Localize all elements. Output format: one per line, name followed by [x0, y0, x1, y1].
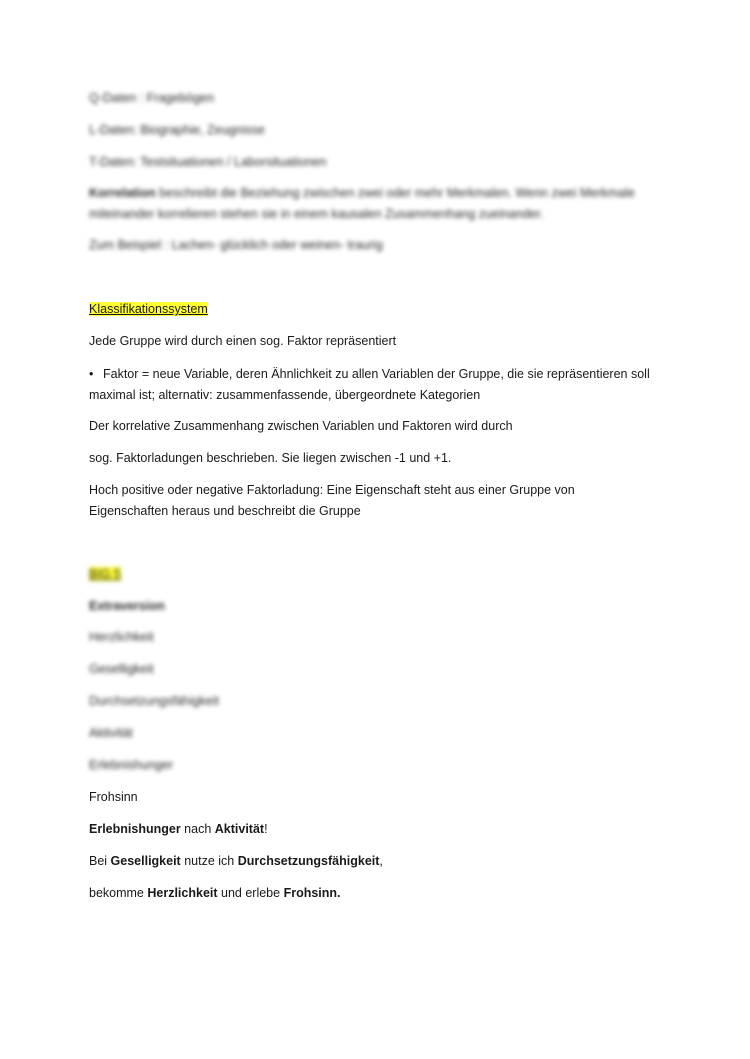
mnemonic-text: !	[264, 822, 268, 836]
big5-item: Geselligkeit	[89, 662, 154, 676]
big5-heading: BIG 5	[89, 567, 121, 581]
mnemonic-text: und erlebe	[217, 886, 284, 900]
klassifikation-heading: Klassifikationssystem	[89, 302, 208, 316]
korrelation-paragraph	[89, 183, 659, 225]
big5-item: Erlebnishunger	[89, 758, 174, 772]
extraversion-heading-row	[89, 596, 165, 617]
mnemonic-text: nach	[180, 822, 215, 836]
mnemonic-line-1	[89, 819, 268, 840]
mnemonic-line-3	[89, 883, 341, 904]
t-daten-line: T-Daten: Testsituationen / Laborsituationen	[89, 155, 327, 169]
klassifikation-p1: Jede Gruppe wird durch einen sog. Faktor repräsentiert	[89, 334, 397, 348]
faktor-bullet	[89, 364, 654, 406]
l-daten-line: L-Daten: Biographie, Zeugnisse	[89, 123, 265, 137]
klassifikation-heading-row	[89, 299, 208, 320]
mnemonic-line-2	[89, 851, 383, 872]
mnemonic-text: Bei	[89, 854, 111, 868]
bullet-dot-icon: •	[89, 367, 94, 381]
beispiel-line: Zum Beispiel : Lachen- glücklich oder weinen- traurig	[89, 238, 383, 252]
mnemonic-text: nutze ich	[180, 854, 238, 868]
big5-item: Herzlichkeit	[89, 630, 154, 644]
korrelation-term: Korrelation	[89, 186, 156, 200]
klassifikation-p4: Hoch positive oder negative Faktorladung: Eine Eigenschaft steht aus einer Gruppe von Eigenschaften heraus und beschreibt die Gruppe	[89, 483, 575, 518]
faktor-bullet-text: Faktor = neue Variable, deren Ähnlichkeit zu allen Variablen der Gruppe, die sie repräsentieren soll maximal ist; alternativ: zusammenfassende, übergeordnete Kategorien	[89, 367, 650, 402]
extraversion-heading: Extraversion	[89, 599, 165, 613]
q-daten-line: Q-Daten : Fragebögen	[89, 91, 215, 105]
mnemonic-bold: Durchsetzungsfähigkeit	[237, 854, 380, 868]
mnemonic-bold: Geselligkeit	[110, 854, 181, 868]
mnemonic-bold: Aktivität	[214, 822, 265, 836]
big5-item: Aktivität	[89, 726, 133, 740]
korrelation-text: beschreibt die Beziehung zwischen zwei oder mehr Merkmalen. Wenn zwei Merkmale miteinander korrelieren stehen sie in einem kausalen Zusammenhang zueinander.	[89, 186, 635, 221]
mnemonic-bold: Erlebnishunger	[89, 822, 181, 836]
klassifikation-p2: Der korrelative Zusammenhang zwischen Variablen und Faktoren wird durch	[89, 419, 513, 433]
big5-item: Durchsetzungsfähigkeit	[89, 694, 219, 708]
klassifikation-p3: sog. Faktorladungen beschrieben. Sie liegen zwischen -1 und +1.	[89, 451, 452, 465]
mnemonic-bold: Herzlichkeit	[147, 886, 218, 900]
frohsinn-item: Frohsinn	[89, 790, 138, 804]
mnemonic-text: ,	[379, 854, 383, 868]
mnemonic-bold: Frohsinn.	[283, 886, 341, 900]
mnemonic-text: bekomme	[89, 886, 148, 900]
big5-heading-row	[89, 564, 121, 585]
